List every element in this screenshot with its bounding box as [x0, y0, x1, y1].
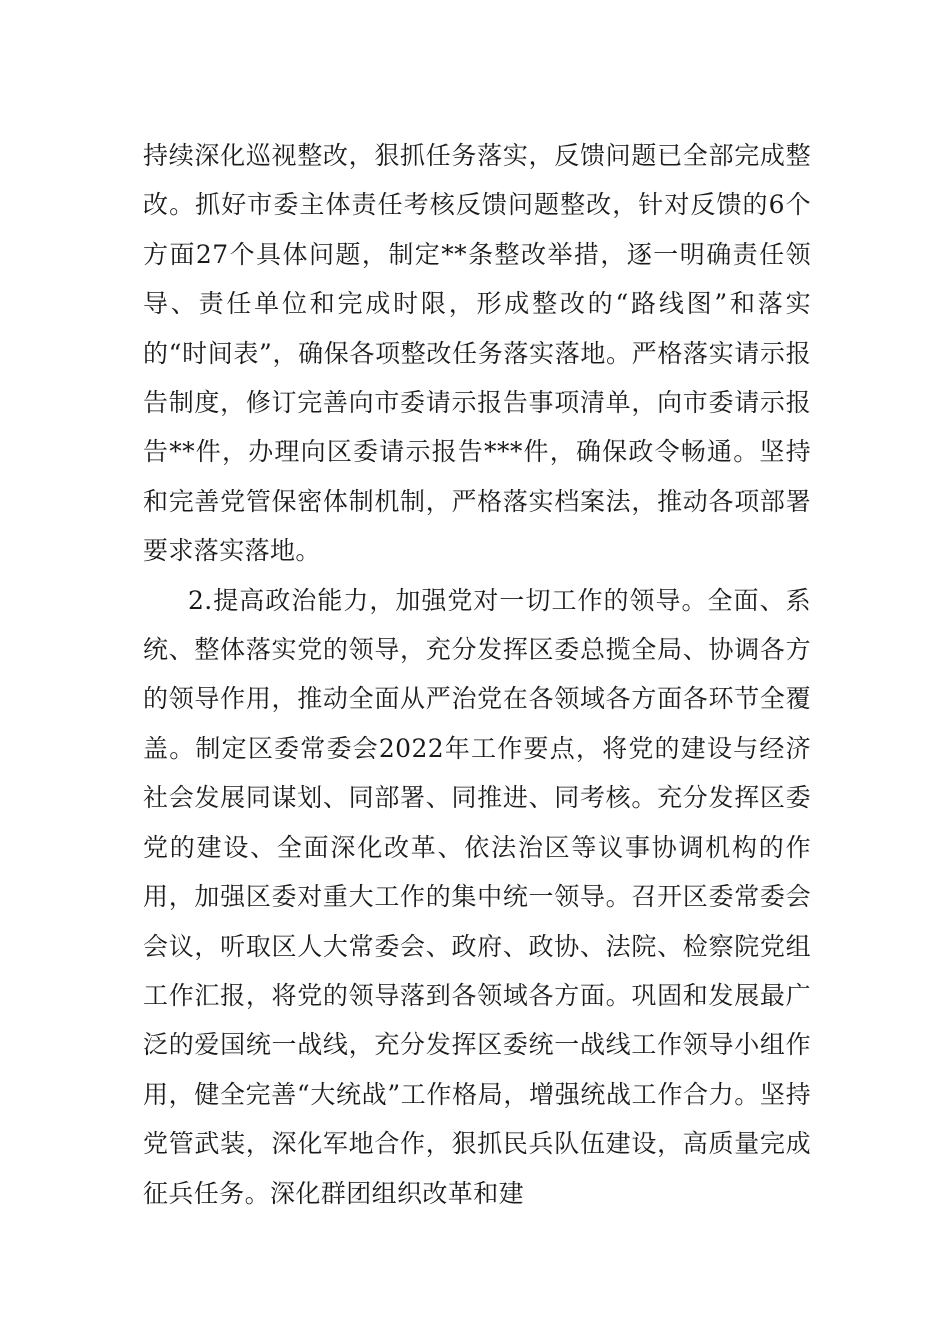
paragraph-section-2: 2.提高政治能力，加强党对一切工作的领导。全面、系统、整体落实党的领导，充分发挥区委总揽全局、协调各方的领导作用，推动全面从严治党在各领域各方面各环节全覆盖。制定区委常委会2022年工作要点，将党的建设与经济社会发展同谋划、同部署、同推进、同考核。充分发挥区委党的建设、全面深化改革、依法治区等议事协调机构的作用，加强区委对重大工作的集中统一领导。召开区委常委会会议，听取区人大常委会、政府、政协、法院、检察院党组工作汇报，将党的领导落到各领域各方面。巩固和发展最广泛的爱国统一战线，充分发挥区委统一战线工作领导小组作用，健全完善“大统战”工作格局，增强统战工作合力。坚持党管武装，深化军地合作，狠抓民兵队伍建设，高质量完成征兵任务。深化群团组织改革和建 [143, 585, 811, 1208]
document-body [143, 131, 811, 1218]
paragraph-continuation: 持续深化巡视整改，狠抓任务落实，反馈问题已全部完成整改。抓好市委主体责任考核反馈问题整改，针对反馈的6个方面27个具体问题，制定**条整改举措，逐一明确责任领导、责任单位和完成时限，形成整改的“路线图”和落实的“时间表”，确保各项整改任务落实落地。严格落实请示报告制度，修订完善向市委请示报告事项清单，向市委请示报告**件，办理向区委请示报告***件，确保政令畅通。坚持和完善党管保密体制机制，严格落实档案法，推动各项部署要求落实落地。 [143, 141, 811, 566]
